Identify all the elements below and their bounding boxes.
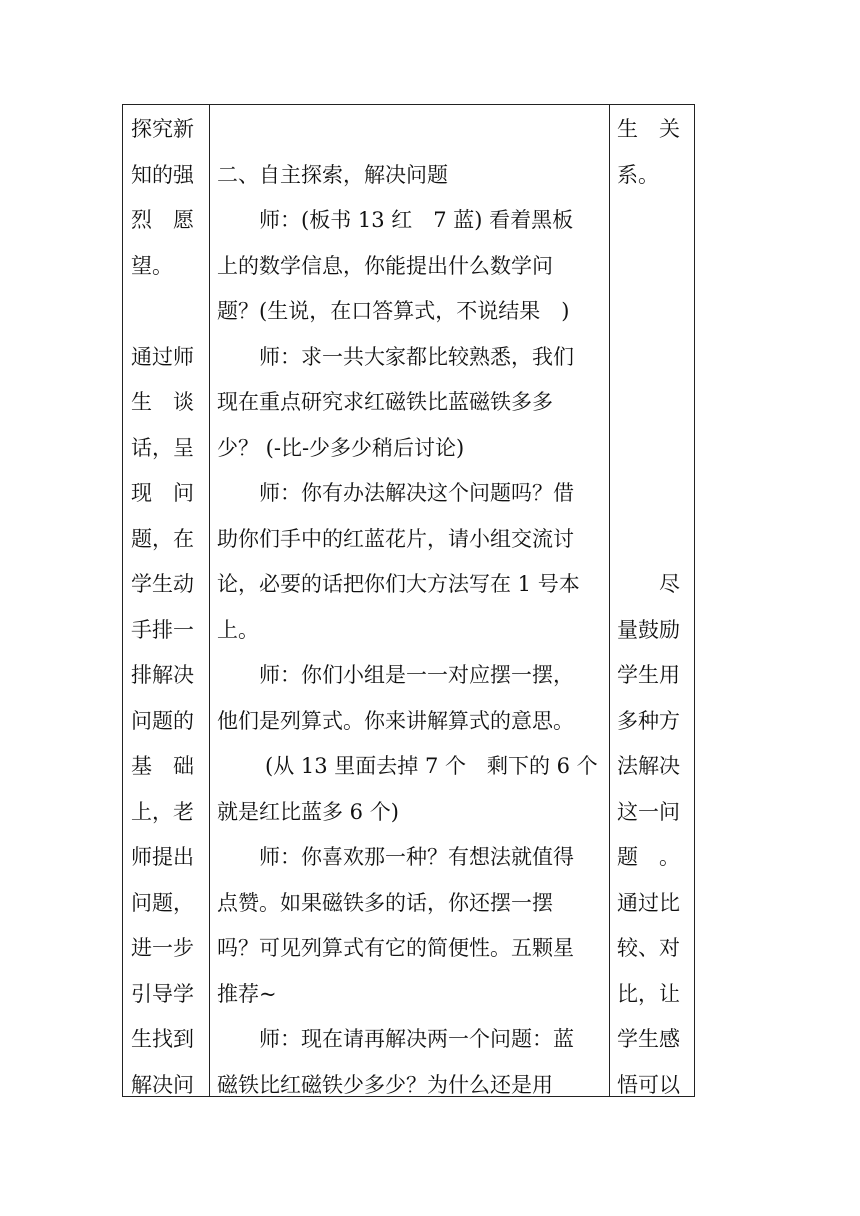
intent-line: 多种方 bbox=[617, 708, 680, 733]
process-line: 师：求一共大家都比较熟悉，我们 bbox=[259, 344, 574, 369]
process-line: 上。 bbox=[217, 617, 259, 642]
intent-line: 通过比 bbox=[617, 890, 680, 915]
goal-line: 知的强 bbox=[131, 162, 194, 187]
intent-line: 生 关 bbox=[617, 117, 680, 141]
process-line: 推荐~ bbox=[217, 981, 277, 1006]
intent-line bbox=[617, 471, 689, 517]
process-line: 磁铁比红磁铁少多少？为什么还是用 bbox=[217, 1072, 553, 1097]
goal-line: 生找到 bbox=[131, 1027, 194, 1051]
section-heading: 二、自主探索，解决问题 bbox=[217, 162, 448, 187]
design-intent-column bbox=[617, 107, 689, 1108]
process-line: 题？(生说，在口答算式，不说结果 ) bbox=[217, 299, 570, 323]
intent-line bbox=[617, 380, 689, 426]
goal-line: 引导学 bbox=[131, 981, 194, 1006]
intent-line: 较、对 bbox=[617, 936, 680, 960]
intent-line: 尽 bbox=[659, 572, 680, 596]
process-line: 他们是列算式。你来讲解算式的意思。 bbox=[217, 708, 574, 733]
goal-line: 师提出 bbox=[131, 845, 194, 869]
process-line: 就是红比蓝多 6 个) bbox=[217, 799, 399, 824]
column-divider bbox=[209, 105, 210, 1096]
process-line: 吗？可见列算式有它的简便性。五颗星 bbox=[217, 936, 574, 960]
process-line: 师：你们小组是一一对应摆一摆， bbox=[259, 663, 574, 687]
process-line: 少？ (-比-少多少稍后讨论) bbox=[217, 435, 465, 460]
goal-line: 排解决 bbox=[131, 663, 194, 687]
intent-line: 悟可以 bbox=[617, 1072, 680, 1097]
goal-line bbox=[131, 289, 203, 335]
intent-line bbox=[617, 244, 689, 290]
goal-line: 进一步 bbox=[131, 936, 194, 960]
process-line: 现在重点研究求红磁铁比蓝磁铁多多 bbox=[217, 390, 553, 414]
process-line: 论，必要的话把你们大方法写在 1 号本 bbox=[217, 572, 580, 596]
process-line: 师：(板书 13 红 7 蓝) 看着黑板 bbox=[259, 208, 574, 232]
goal-line: 话，呈 bbox=[131, 435, 194, 460]
process-line: 师：现在请再解决两一个问题：蓝 bbox=[259, 1027, 574, 1051]
goal-line: 上，老 bbox=[131, 799, 194, 824]
goal-line: 问题， bbox=[131, 890, 194, 915]
intent-line: 法解决 bbox=[617, 754, 680, 778]
goal-line: 探究新 bbox=[131, 117, 194, 141]
process-line: 上的数学信息，你能提出什么数学问 bbox=[217, 253, 553, 278]
goal-line: 生 谈 bbox=[131, 390, 194, 414]
process-line: 师：你喜欢那一种？有想法就值得 bbox=[259, 845, 574, 869]
process-line: 助你们手中的红蓝花片，请小组交流讨 bbox=[217, 526, 574, 551]
intent-line: 这一问 bbox=[617, 799, 680, 824]
goal-column bbox=[131, 107, 203, 1108]
goal-line: 学生动 bbox=[131, 572, 194, 596]
intent-line bbox=[617, 335, 689, 381]
intent-line: 学生用 bbox=[617, 663, 680, 687]
process-line: 点赞。如果磁铁多的话，你还摆一摆 bbox=[217, 890, 553, 915]
goal-line: 望。 bbox=[131, 253, 173, 278]
intent-line bbox=[617, 517, 689, 563]
goal-line: 现 问 bbox=[131, 481, 194, 505]
process-line: 师：你有办法解决这个问题吗？借 bbox=[259, 481, 574, 505]
lesson-table bbox=[122, 104, 695, 1097]
intent-line bbox=[617, 289, 689, 335]
intent-line: 题 。 bbox=[617, 845, 680, 869]
intent-line: 学生感 bbox=[617, 1027, 680, 1051]
goal-line: 烈 愿 bbox=[131, 208, 194, 232]
intent-line: 量鼓励 bbox=[617, 617, 680, 642]
goal-line: 手排一 bbox=[131, 617, 194, 642]
column-divider bbox=[609, 105, 610, 1096]
goal-line: 题，在 bbox=[131, 526, 194, 551]
intent-line bbox=[617, 198, 689, 244]
intent-line: 系。 bbox=[617, 162, 659, 187]
process-line bbox=[217, 107, 605, 153]
intent-line bbox=[617, 426, 689, 472]
process-line: (从 13 里面去掉 7 个 剩下的 6 个 bbox=[265, 754, 598, 778]
goal-line: 解决问 bbox=[131, 1072, 194, 1097]
goal-line: 通过师 bbox=[131, 344, 194, 369]
intent-line: 比，让 bbox=[617, 981, 680, 1006]
goal-line: 基 础 bbox=[131, 754, 194, 778]
goal-line: 问题的 bbox=[131, 708, 194, 733]
teaching-process-column bbox=[217, 107, 605, 1108]
